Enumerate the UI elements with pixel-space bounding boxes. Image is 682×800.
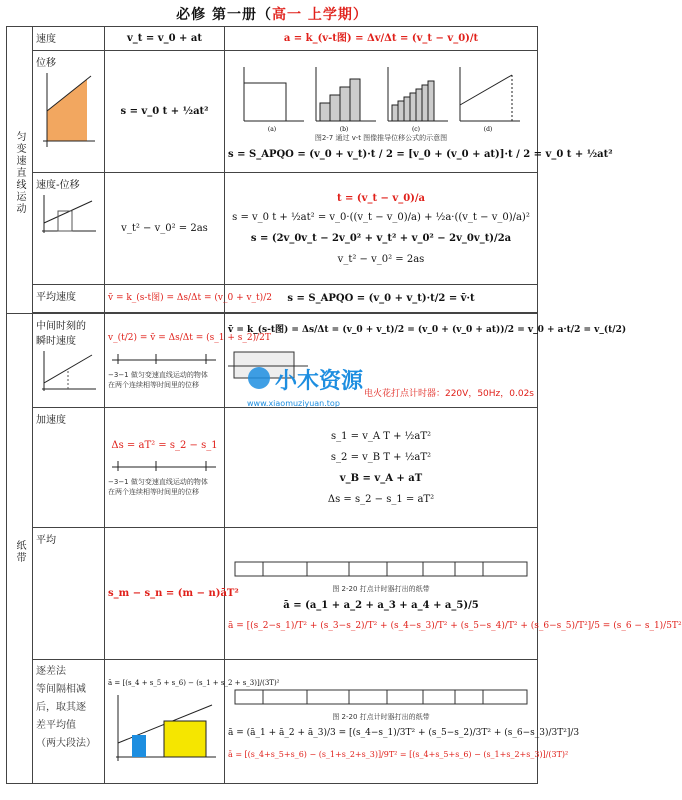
- watermark-text: 小木资源: [275, 369, 364, 394]
- formula-s1: s_1 = v_A T + ½aT²: [330, 430, 432, 442]
- row-name: 位移: [36, 58, 56, 69]
- formula-diff-result: ā = [(s_4+s_5+s_6) − (s_1+s_2+s_3)]/9T² = [(s_4+s_5+s_6) − (s_1+s_2+s_3)]/(3T)²: [228, 749, 569, 759]
- position-diagram: [108, 346, 220, 370]
- formula-vb: v_B = v_A + aT: [339, 472, 423, 484]
- vt-area-figure: [39, 71, 99, 155]
- formula-mid-derivation: v̄ = k_(s-t图) = Δs/Δt = (v_0 + v_t)/2 = (v_0 + (v_0 + at))/2 = v_0 + a·t/2 = v_(t/2): [228, 324, 627, 335]
- fig-label-c: (c): [411, 126, 421, 133]
- row-speed-displacement: [7, 173, 538, 285]
- formula-avg-expanded: ā = [(s_2−s_1)/T² + (s_3−s_2)/T² + (s_4−s_3)/T² + (s_5−s_4)/T² + (s_6−s_5)/T²]/5 = (s_6 − s_1)/5T²: [228, 620, 682, 631]
- row-average: [7, 528, 538, 660]
- figure-a: [244, 67, 304, 121]
- watermark-logo: [245, 356, 375, 412]
- formula-sm-sn: s_m − s_n = (m − n)āT²: [108, 588, 239, 599]
- figure-caption: 图2-7 通过 v-t 图像推导位移公式的示意图: [314, 134, 448, 142]
- vt-graph-icon: [38, 193, 100, 237]
- formula-accel: Δs = aT² = s_2 − s_1: [111, 440, 218, 451]
- row-acceleration: 加速度 Δs = aT² = s_2 − s_1 −3−1 做匀变速直线运动的物体 在两个连续相等时间里的位移 s_1 = v_A T + ½aT² s_2 = v_B T + ½aT² v_B = v_A + aT Δs = s_2 − s_1 = aT²: [7, 408, 538, 528]
- row-average-speed: [7, 285, 538, 313]
- formula-diff-top: ā = [(s_4 + s_5 + s_6) − (s_1 + s_2 + s_3)]/(3T)²: [108, 679, 280, 687]
- formula-mid-time: v_(t/2) = v̄ = Δs/Δt = (s_1 + s_2)/2T: [108, 333, 271, 343]
- formula-s2: s_2 = v_B T + ½aT²: [330, 451, 432, 463]
- trapezoid-area: [47, 79, 87, 141]
- page-title: 必修 第一册（高一 上学期）: [176, 7, 368, 23]
- row-name: 加速度: [33, 408, 105, 528]
- vt-line-icon: [38, 349, 100, 393]
- formula-displacement: s = v_0 t + ½at²: [120, 106, 209, 117]
- formula-avg-a: ā = (a_1 + a_2 + a_3 + a_4 + a_5)/5: [283, 599, 479, 611]
- shaded-yellow: [164, 721, 206, 757]
- watermark-url: www.xiaomuziyuan.top: [247, 399, 340, 408]
- formula-time: t = (v_t − v_0)/a: [336, 192, 426, 204]
- fig-label-a: (a): [267, 126, 277, 133]
- vt-difference-figure: [108, 691, 220, 767]
- formula-diff-avg: ā = (ā_1 + ā_2 + ā_3)/3 = [(s_4−s_1)/3T² + (s_5−s_2)/3T² + (s_6−s_3)/3T²]/3: [228, 727, 580, 738]
- row-name: 平均: [33, 528, 105, 660]
- timer-label: 电火花打点计时器：220V，50Hz，0.02s: [363, 388, 534, 399]
- formula-speed-displacement: v_t² − v_0² = 2as: [121, 223, 208, 234]
- row-displacement: [7, 51, 538, 173]
- row-difference-method: 逐差法 等间隔相减 后，取其逐 差平均值 （两大段法） ā = [(s_4 + s_5 + s_6) − (s_1 + s_2 + s_3)]/(3T)² 图 2-20 打点计时器打出的纸带 ā = (ā_1 + ā_2 + ā_3)/3 = [(s_4−s_1)/3T² + (s_5−s_2)/3T² + (s_6−s_3)/3T²]/3 ā = [(s_4+s_5+s_6) − (s_1+s_2+s_3)]/9T² = [(s_4+s_5+s_6) − (s_1+s_2+s_3)]/(3T)²: [7, 660, 538, 784]
- formula-average-speed: v̄ = k_(s-t图) = Δs/Δt = (v_0 + v_t)/2: [108, 293, 272, 303]
- formula-accel-slope: a = k_(v-t图) = Δv/Δt = (v_t − v_0)/t: [283, 33, 479, 44]
- row-speed: [7, 27, 538, 51]
- row-name: 速度-位移: [36, 180, 80, 191]
- fig-label-b: (b): [339, 126, 349, 133]
- figure-b: [316, 67, 376, 121]
- row-mid-time: 纸带 中间时刻的 瞬时速度 v_(t/2) = v̄ = Δs/Δt = (s_1 + s_2)/2T −3−1 做匀变速直线运动的物体 在两个连续相等时间里的位移 v̄ = k_(s-t图) = Δs/Δt = (v_0 + v_t)/2 = (v_0 + (v_0 + at))/2 = v_0 + a·t/2 = v_(t/2) 电火花打点计时器：220V，50Hz，0.02s: [7, 314, 538, 408]
- tape-caption: 图 2-20 打点计时器打出的纸带: [332, 584, 430, 593]
- section-uniform-motion: 匀变速直线运动: [7, 27, 33, 314]
- formula-result: v_t² − v_0² = 2as: [337, 253, 425, 265]
- tape-caption: 图 2-20 打点计时器打出的纸带: [332, 712, 430, 721]
- figure-d: [460, 67, 520, 121]
- formula-substitution: s = v_0 t + ½at² = v_0·((v_t − v_0)/a) + ½a·((v_t − v_0)/a)²: [232, 211, 530, 223]
- figure-c: [388, 67, 448, 121]
- section-tape: 纸带: [7, 314, 33, 784]
- formula-delta-s: Δs = s_2 − s_1 = aT²: [327, 493, 435, 505]
- formula-area-derivation: s = S_APQO = (v_0 + v_t)·t / 2 = [v_0 + (v_0 + at)]·t / 2 = v_0 t + ½at²: [228, 149, 613, 160]
- shaded-blue: [132, 735, 146, 757]
- formula-expansion: s = (2v_0v_t − 2v_0² + v_t² + v_0² − 2v_0v_t)/2a: [250, 232, 512, 244]
- row-name: 速度: [33, 27, 105, 51]
- row-name: 平均速度: [33, 285, 105, 313]
- position-diagram: [108, 453, 220, 477]
- fig-label-d: (d): [483, 126, 493, 133]
- paper-tape-figure: [233, 554, 529, 584]
- formula-speed: v_t = v_0 + at: [127, 33, 202, 44]
- vt-derivation-figures: [236, 61, 526, 133]
- watermark: [245, 356, 375, 412]
- formula-average-area: s = S_APQO = (v_0 + v_t)·t/2 = v̄·t: [287, 293, 475, 304]
